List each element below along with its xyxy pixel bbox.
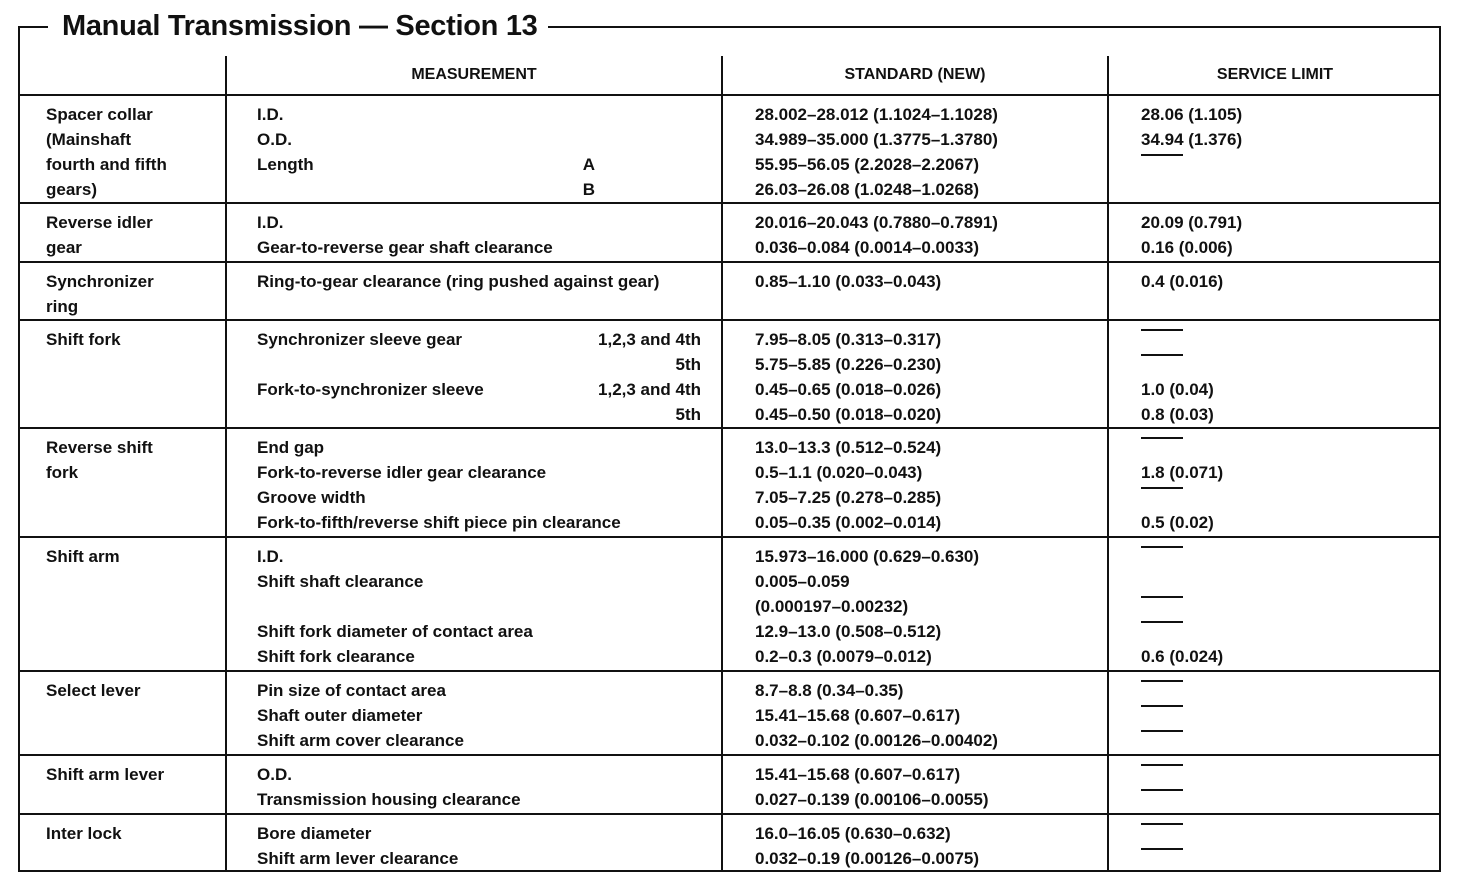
measurement-text: O.D. [257, 130, 292, 149]
measurement-text: Fork-to-fifth/reverse shift piece pin clearance [257, 513, 621, 533]
standard-value: 0.027–0.139 (0.00106–0.0055) [755, 790, 989, 810]
component-cell [18, 537, 226, 672]
measurement-line [257, 269, 711, 294]
measurement-text: Shift arm cover clearance [257, 731, 464, 751]
table-row [18, 320, 1441, 428]
measurement-text: Shift arm lever clearance [257, 848, 459, 868]
measurement-line [257, 402, 711, 427]
service-limit-value: 0.6 (0.024) [1141, 646, 1224, 666]
standard-value: 20.016–20.043 (0.7880–0.7891) [755, 213, 998, 233]
table-row [18, 203, 1441, 261]
header-row [18, 56, 1441, 95]
standard-value: 0.5–1.1 (0.020–0.043) [755, 463, 923, 483]
standard-value: 15.973–16.000 (0.629–0.630) [755, 546, 980, 566]
measurement-line [257, 485, 711, 510]
measurement-line [257, 569, 711, 594]
service-limit-cell [1108, 320, 1441, 428]
table-row [18, 814, 1441, 872]
dash-mark [1141, 705, 1183, 728]
component-cell [18, 671, 226, 755]
measurement-line [257, 510, 711, 535]
standard-value: 55.95–56.05 (2.2028–2.2067) [755, 155, 980, 174]
standard-value: 13.0–13.3 (0.512–0.524) [755, 438, 942, 458]
measurement-line [257, 152, 711, 177]
measurement-qualifier: 1,2,3 and 4th [598, 329, 701, 349]
no-limit-dash [1141, 821, 1431, 846]
component-label: Synchronizer [46, 271, 154, 291]
dash-mark [1141, 621, 1183, 644]
measurement-line [257, 377, 711, 402]
component-label: Shift arm lever [46, 765, 165, 785]
measurement-qualifier: 5th [675, 404, 701, 424]
table-row [18, 95, 1441, 203]
header-standard: STANDARD (NEW) [722, 56, 1108, 95]
section-title: Manual Transmission — Section 13 [48, 6, 548, 46]
no-limit-dash [1141, 435, 1431, 460]
standard-cell [722, 537, 1108, 672]
measurement-text: Shaft outer diameter [257, 706, 423, 726]
dash-mark [1141, 789, 1183, 812]
service-limit-cell [1108, 671, 1441, 755]
no-limit-dash [1141, 787, 1431, 812]
table-row [18, 755, 1441, 813]
dash-mark [1141, 546, 1183, 569]
measurement-text: Shift fork clearance [257, 646, 415, 666]
measurement-text: Groove width [257, 488, 366, 508]
dash-mark [1141, 329, 1183, 352]
standard-value: 0.036–0.084 (0.0014–0.0033) [755, 238, 980, 258]
standard-cell [722, 203, 1108, 261]
standard-value: 26.03–26.08 (1.0248–1.0268) [755, 180, 980, 199]
component-label: Spacer collar [46, 105, 153, 124]
service-limit-value: 0.16 (0.006) [1141, 238, 1233, 258]
no-limit-dash [1141, 678, 1431, 703]
no-limit-dash [1141, 762, 1431, 787]
no-limit-dash [1141, 728, 1431, 753]
measurement-text: O.D. [257, 765, 292, 785]
standard-value: 0.2–0.3 (0.0079–0.012) [755, 646, 932, 666]
table-row [18, 537, 1441, 672]
standard-cell [722, 320, 1108, 428]
component-cell [18, 320, 226, 428]
component-label: Reverse idler [46, 213, 153, 233]
measurement-text: Shift shaft clearance [257, 571, 424, 591]
standard-value: 0.032–0.102 (0.00126–0.00402) [755, 731, 998, 751]
component-cell [18, 95, 226, 203]
measurement-text: Length [257, 155, 314, 174]
service-limit-value: 0.4 (0.016) [1141, 271, 1224, 291]
standard-value: 0.032–0.19 (0.00126–0.0075) [755, 848, 980, 868]
dash-mark [1141, 680, 1183, 703]
measurement-line [257, 127, 711, 152]
component-label: fourth and fifth [46, 155, 167, 174]
measurement-text: Synchronizer sleeve gear [257, 329, 463, 349]
service-limit-cell [1108, 428, 1441, 536]
dash-mark [1141, 487, 1183, 510]
header-service-limit: SERVICE LIMIT [1108, 56, 1441, 95]
measurement-qualifier: A [582, 155, 595, 174]
measurement-line [257, 544, 711, 569]
measurement-cell [226, 320, 722, 428]
measurement-qualifier: 1,2,3 and 4th [598, 379, 701, 399]
component-label: Select lever [46, 681, 141, 701]
measurement-line [257, 846, 711, 871]
service-limit-value: 0.8 (0.03) [1141, 404, 1214, 424]
component-cell [18, 428, 226, 536]
no-limit-dash [1141, 485, 1431, 510]
service-limit-cell [1108, 203, 1441, 261]
standard-value: 0.005–0.059 [755, 571, 850, 591]
component-label: ring [46, 296, 79, 316]
measurement-text: Shift fork diameter of contact area [257, 621, 533, 641]
component-cell [18, 203, 226, 261]
component-label: Inter lock [46, 823, 122, 843]
measurement-line [257, 644, 711, 669]
measurement-text: Pin size of contact area [257, 681, 446, 701]
measurement-text: Fork-to-reverse idler gear clearance [257, 463, 547, 483]
service-limit-value: 20.09 (0.791) [1141, 213, 1243, 233]
dash-mark [1141, 437, 1183, 460]
table-row [18, 671, 1441, 755]
no-limit-dash [1141, 703, 1431, 728]
standard-value: 0.05–0.35 (0.002–0.014) [755, 513, 942, 533]
dash-mark [1141, 596, 1183, 619]
service-limit-value: 34.94 (1.376) [1141, 130, 1243, 149]
standard-cell [722, 262, 1108, 320]
measurement-qualifier: 5th [675, 354, 701, 374]
service-limit-cell [1108, 262, 1441, 320]
standard-value: 0.85–1.10 (0.033–0.043) [755, 271, 942, 291]
standard-value: 7.95–8.05 (0.313–0.317) [755, 329, 942, 349]
measurement-cell [226, 203, 722, 261]
measurement-line [257, 177, 711, 202]
standard-value: 15.41–15.68 (0.607–0.617) [755, 765, 961, 785]
no-limit-dash [1141, 544, 1431, 569]
standard-value: 12.9–13.0 (0.508–0.512) [755, 621, 942, 641]
service-limit-cell [1108, 755, 1441, 813]
measurement-text: I.D. [257, 105, 284, 124]
dash-mark [1141, 730, 1183, 753]
measurement-text: End gap [257, 438, 325, 458]
standard-value: 5.75–5.85 (0.226–0.230) [755, 354, 942, 374]
component-label: Shift fork [46, 329, 121, 349]
dash-mark [1141, 823, 1183, 846]
table-body [18, 95, 1441, 872]
service-limit-value [1141, 569, 1431, 594]
measurement-text: Gear-to-reverse gear shaft clearance [257, 238, 553, 258]
measurement-cell [226, 428, 722, 536]
dash-mark [1141, 848, 1183, 871]
service-limit-value [1141, 177, 1431, 202]
component-cell [18, 814, 226, 872]
measurement-line [257, 619, 711, 644]
measurement-line [257, 678, 711, 703]
measurement-line [257, 460, 711, 485]
header-measurement: MEASUREMENT [226, 56, 722, 95]
no-limit-dash [1141, 846, 1431, 871]
measurement-line [257, 762, 711, 787]
measurement-line [257, 210, 711, 235]
component-label: Shift arm [46, 546, 120, 566]
measurement-line [257, 703, 711, 728]
standard-value: 16.0–16.05 (0.630–0.632) [755, 823, 951, 843]
service-limit-cell [1108, 814, 1441, 872]
component-label: fork [46, 463, 79, 483]
service-limit-value: 1.8 (0.071) [1141, 463, 1224, 483]
service-limit-cell [1108, 537, 1441, 672]
no-limit-dash [1141, 327, 1431, 352]
standard-cell [722, 814, 1108, 872]
component-label: (Mainshaft [46, 130, 131, 149]
service-limit-value: 0.5 (0.02) [1141, 513, 1214, 533]
no-limit-dash [1141, 619, 1431, 644]
measurement-text: Transmission housing clearance [257, 790, 521, 810]
no-limit-dash [1141, 352, 1431, 377]
no-limit-dash [1141, 594, 1431, 619]
dash-mark [1141, 154, 1183, 177]
standard-cell [722, 671, 1108, 755]
measurement-text: Fork-to-synchronizer sleeve [257, 379, 484, 399]
table-row [18, 428, 1441, 536]
measurement-cell [226, 671, 722, 755]
measurement-cell [226, 537, 722, 672]
dash-mark [1141, 764, 1183, 787]
component-cell [18, 262, 226, 320]
measurement-cell [226, 95, 722, 203]
standard-value: 15.41–15.68 (0.607–0.617) [755, 706, 961, 726]
service-limit-value: 28.06 (1.105) [1141, 105, 1243, 124]
standard-value: (0.000197–0.00232) [755, 596, 909, 616]
component-label: gears) [46, 180, 98, 199]
standard-value: 0.45–0.65 (0.018–0.026) [755, 379, 942, 399]
component-cell [18, 755, 226, 813]
measurement-line [257, 352, 711, 377]
standard-value: 7.05–7.25 (0.278–0.285) [755, 488, 942, 508]
measurement-line [257, 102, 711, 127]
measurement-line [257, 594, 711, 619]
measurement-text: I.D. [257, 213, 284, 233]
measurement-line [257, 327, 711, 352]
dash-mark [1141, 354, 1183, 377]
component-label: gear [46, 238, 82, 258]
service-limit-cell [1108, 95, 1441, 203]
standard-value: 34.989–35.000 (1.3775–1.3780) [755, 130, 998, 149]
measurement-text: Ring-to-gear clearance (ring pushed against gear) [257, 271, 660, 291]
measurement-cell [226, 755, 722, 813]
no-limit-dash [1141, 152, 1431, 177]
measurement-text: I.D. [257, 546, 284, 566]
measurement-cell [226, 814, 722, 872]
measurement-line [257, 821, 711, 846]
measurement-qualifier: B [582, 180, 595, 199]
measurement-line [257, 787, 711, 812]
standard-cell [722, 95, 1108, 203]
standard-value: 28.002–28.012 (1.1024–1.1028) [755, 105, 998, 124]
measurement-line [257, 235, 711, 260]
measurement-line [257, 435, 711, 460]
service-limit-value: 1.0 (0.04) [1141, 379, 1214, 399]
table-row [18, 262, 1441, 320]
standard-cell [722, 428, 1108, 536]
standard-value: 0.45–0.50 (0.018–0.020) [755, 404, 942, 424]
spec-table [18, 56, 1441, 872]
measurement-cell [226, 262, 722, 320]
standard-cell [722, 755, 1108, 813]
component-label: Reverse shift [46, 438, 153, 458]
measurement-line [257, 728, 711, 753]
standard-value: 8.7–8.8 (0.34–0.35) [755, 681, 904, 701]
measurement-text: Bore diameter [257, 823, 372, 843]
header-component [18, 56, 226, 95]
